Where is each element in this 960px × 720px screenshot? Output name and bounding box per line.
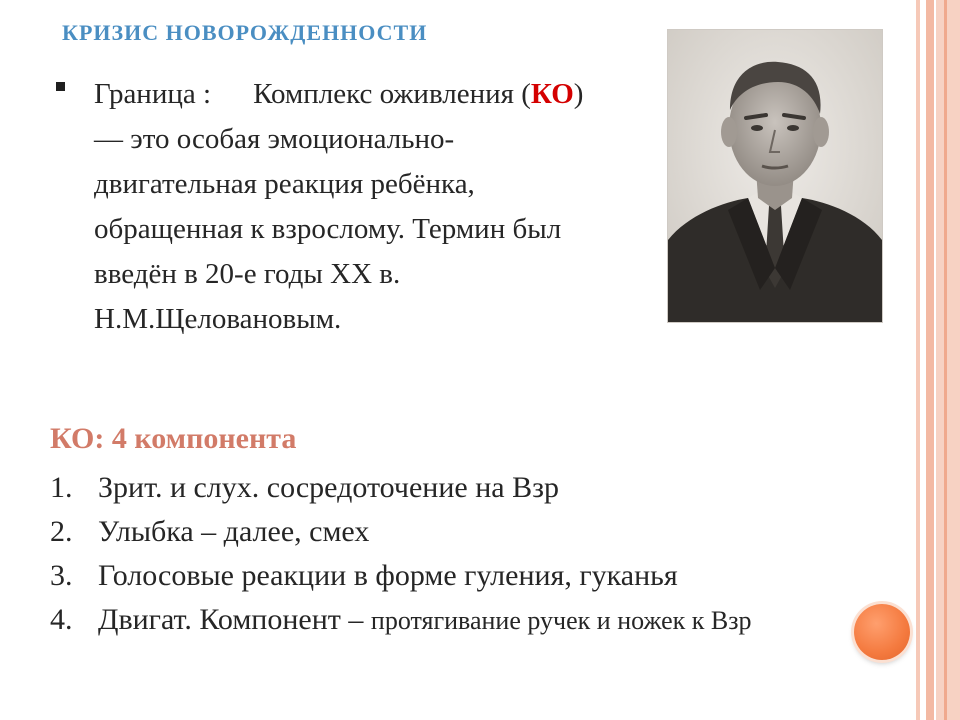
list-item-number: 3.: [50, 559, 73, 592]
portrait-image: [668, 30, 882, 322]
list-item-number: 1.: [50, 471, 73, 504]
boundary-label: Граница :: [94, 78, 212, 110]
list-item: [50, 598, 752, 642]
decorative-stripe: [926, 0, 934, 720]
slide-title: КРИЗИС НОВОРОЖДЕННОСТИ: [62, 20, 428, 45]
decorative-stripe: [944, 0, 947, 720]
components-heading: КО: 4 компонента: [50, 422, 297, 455]
list-item-number: 2.: [50, 515, 73, 548]
ko-abbreviation: КО: [530, 78, 574, 110]
decorative-stripe: [936, 0, 960, 720]
list-item: [50, 554, 752, 598]
square-bullet-icon: [56, 82, 65, 91]
list-item-text: Голосовые реакции в форме гуления, гуканья: [98, 559, 678, 592]
definition-text: [94, 72, 614, 342]
definition-part-1: Комплекс оживления (: [253, 78, 531, 110]
list-item-text: Двигат. Компонент –: [98, 603, 371, 636]
list-item: [50, 510, 752, 554]
portrait-photo: [668, 30, 882, 322]
list-item-text: Улыбка – далее, смех: [98, 515, 370, 548]
decorative-stripe: [916, 0, 920, 720]
list-item-text-small: протягивание ручек и ножек к Взр: [370, 606, 752, 635]
components-list: [50, 466, 752, 642]
list-item-text: Зрит. и слух. сосредоточение на Взр: [98, 471, 559, 504]
list-item: [50, 466, 752, 510]
orange-circle-icon: [854, 604, 910, 660]
definition-part-2: ) — это особая эмоционально-двигательная реакция ребёнка, обращенная к взрослому. Термин был введён в 20-е годы XX в. Н.М.Щеловановым.: [94, 78, 584, 335]
list-item-number: 4.: [50, 603, 73, 636]
